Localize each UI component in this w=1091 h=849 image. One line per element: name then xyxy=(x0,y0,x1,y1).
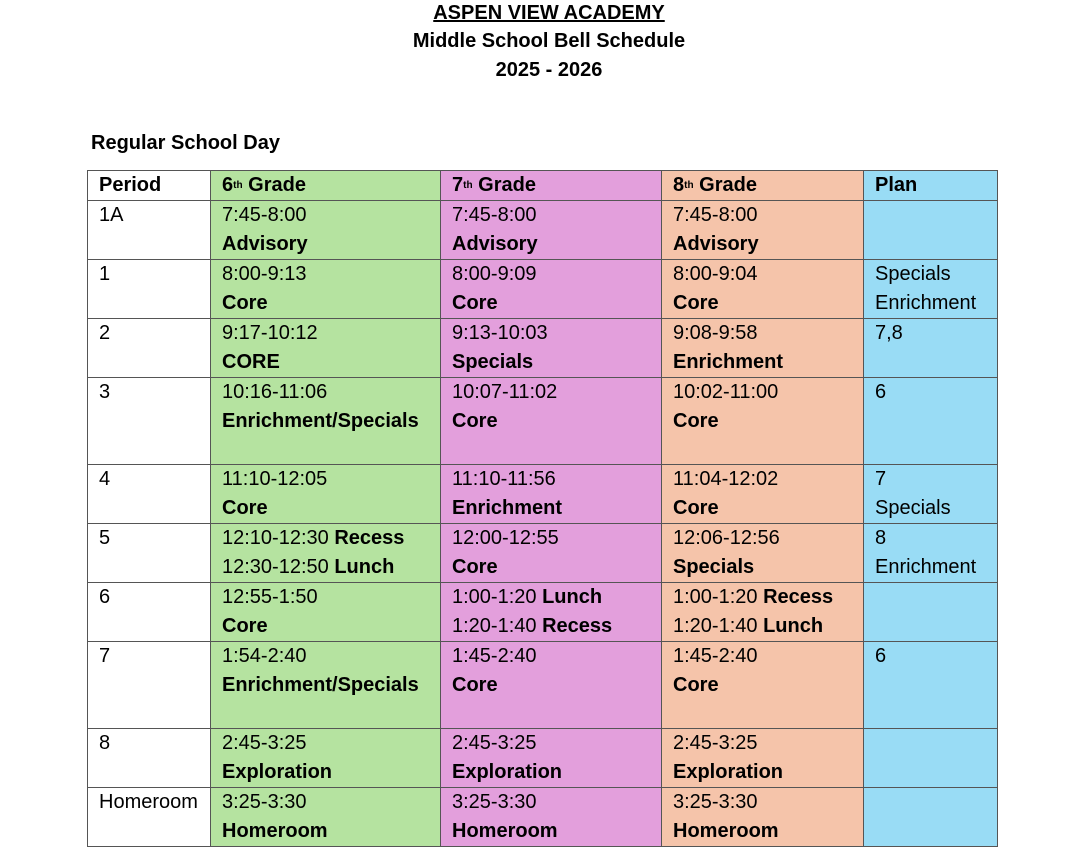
table-header-row xyxy=(88,171,998,201)
plan-cell xyxy=(864,201,998,260)
grade7-cell: 2:45-3:25 Exploration xyxy=(441,729,662,788)
plan-cell: 7,8 xyxy=(864,319,998,378)
table-row xyxy=(88,583,998,642)
grade7-cell: 1:45-2:40 Core xyxy=(441,642,662,729)
school-name: ASPEN VIEW ACADEMY xyxy=(433,2,665,24)
grade7-cell: 3:25-3:30 Homeroom xyxy=(441,788,662,847)
grade7-cell: 8:00-9:09 Core xyxy=(441,260,662,319)
plan-cell xyxy=(864,729,998,788)
period-cell: 7 xyxy=(88,642,211,729)
grade6-cell: 12:10-12:30 Recess 12:30-12:50 Lunch xyxy=(211,524,441,583)
grade6-cell: 1:54-2:40 Enrichment/Specials xyxy=(211,642,441,729)
period-cell: Homeroom xyxy=(88,788,211,847)
grade8-cell: 1:00-1:20 Recess 1:20-1:40 Lunch xyxy=(662,583,864,642)
period-cell: 1A xyxy=(88,201,211,260)
grade8-cell: 7:45-8:00 Advisory xyxy=(662,201,864,260)
header-8th-grade: 8th Grade xyxy=(662,171,864,201)
grade8-cell: 1:45-2:40 Core xyxy=(662,642,864,729)
grade6-cell: 7:45-8:00 Advisory xyxy=(211,201,441,260)
period-cell: 4 xyxy=(88,465,211,524)
school-year: 2025 - 2026 xyxy=(495,59,603,81)
grade8-cell: 3:25-3:30 Homeroom xyxy=(662,788,864,847)
period-cell: 8 xyxy=(88,729,211,788)
period-cell: 6 xyxy=(88,583,211,642)
grade8-cell: 10:02-11:00 Core xyxy=(662,378,864,465)
grade7-cell: 10:07-11:02 Core xyxy=(441,378,662,465)
grade8-cell: 2:45-3:25 Exploration xyxy=(662,729,864,788)
header-period: Period xyxy=(88,171,211,201)
table-row xyxy=(88,788,998,847)
header-plan: Plan xyxy=(864,171,998,201)
grade7-cell: 12:00-12:55 Core xyxy=(441,524,662,583)
grade6-cell: 2:45-3:25 Exploration xyxy=(211,729,441,788)
table-row xyxy=(88,378,998,465)
plan-cell: 8 Enrichment xyxy=(864,524,998,583)
plan-cell xyxy=(864,788,998,847)
grade6-cell: 12:55-1:50 Core xyxy=(211,583,441,642)
grade8-cell: 9:08-9:58 Enrichment xyxy=(662,319,864,378)
plan-cell: 7 Specials xyxy=(864,465,998,524)
grade7-cell: 1:00-1:20 Lunch 1:20-1:40 Recess xyxy=(441,583,662,642)
table-row xyxy=(88,465,998,524)
period-cell: 2 xyxy=(88,319,211,378)
plan-cell xyxy=(864,583,998,642)
period-cell: 5 xyxy=(88,524,211,583)
period-cell: 3 xyxy=(88,378,211,465)
grade6-cell: 10:16-11:06 Enrichment/Specials xyxy=(211,378,441,465)
table-row xyxy=(88,642,998,729)
plan-cell: 6 xyxy=(864,378,998,465)
period-cell: 1 xyxy=(88,260,211,319)
schedule-subtitle: Middle School Bell Schedule xyxy=(412,30,686,52)
header-7th-grade: 7th Grade xyxy=(441,171,662,201)
plan-cell: 6 xyxy=(864,642,998,729)
bell-schedule-table xyxy=(87,170,998,847)
grade8-cell: 11:04-12:02 Core xyxy=(662,465,864,524)
grade6-cell: 11:10-12:05 Core xyxy=(211,465,441,524)
section-title: Regular School Day xyxy=(91,132,280,154)
grade6-cell: 3:25-3:30 Homeroom xyxy=(211,788,441,847)
grade8-cell: 12:06-12:56 Specials xyxy=(662,524,864,583)
grade8-cell: 8:00-9:04 Core xyxy=(662,260,864,319)
grade7-cell: 9:13-10:03 Specials xyxy=(441,319,662,378)
table-row xyxy=(88,319,998,378)
header-6th-grade: 6th Grade xyxy=(211,171,441,201)
table-row xyxy=(88,201,998,260)
table-row xyxy=(88,524,998,583)
grade6-cell: 9:17-10:12 CORE xyxy=(211,319,441,378)
plan-cell: Specials Enrichment xyxy=(864,260,998,319)
table-row xyxy=(88,260,998,319)
grade7-cell: 7:45-8:00 Advisory xyxy=(441,201,662,260)
grade7-cell: 11:10-11:56 Enrichment xyxy=(441,465,662,524)
table-row xyxy=(88,729,998,788)
grade6-cell: 8:00-9:13 Core xyxy=(211,260,441,319)
